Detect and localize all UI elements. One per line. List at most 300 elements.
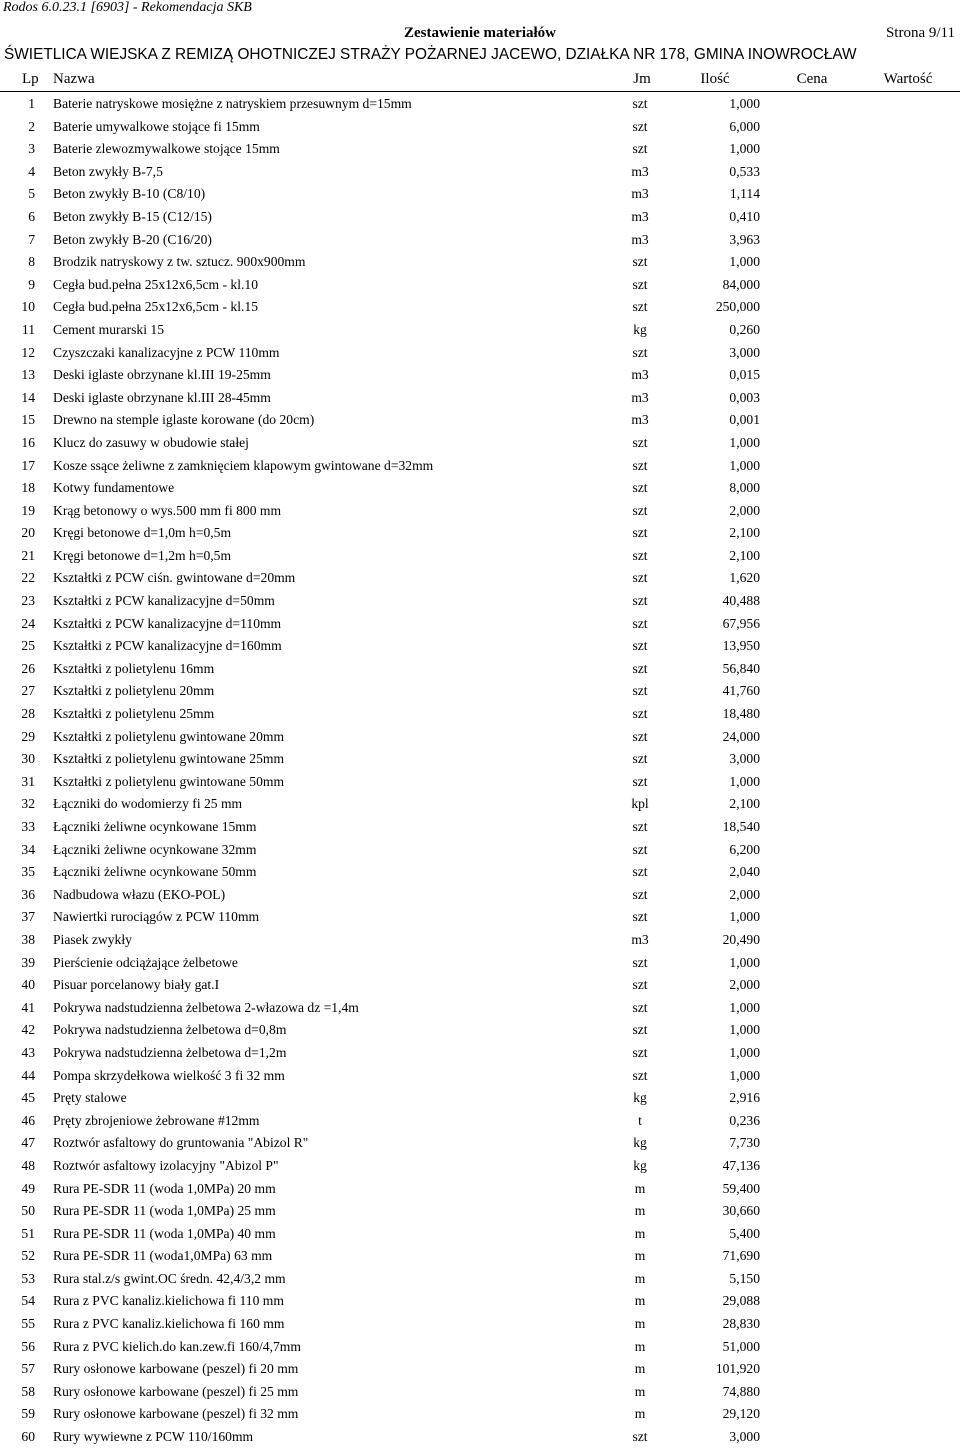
- unit-cell: m: [634, 1361, 646, 1377]
- unit-cell: m3: [631, 208, 649, 224]
- unit-cell: kg: [633, 1135, 647, 1151]
- table-row: [0, 116, 960, 139]
- table-row: [0, 929, 960, 952]
- table-row: [0, 748, 960, 771]
- material-name: Kosze ssące żeliwne z zamknięciem klapowym gwintowane d=32mm: [53, 457, 434, 473]
- unit-cell: m3: [631, 231, 649, 247]
- material-name: Brodzik natryskowy z tw. sztucz. 900x900mm: [53, 254, 306, 270]
- unit-cell: szt: [632, 977, 648, 993]
- unit-cell: szt: [632, 841, 648, 857]
- material-name: Beton zwykły B-20 (C16/20): [53, 231, 212, 247]
- unit-cell: szt: [632, 593, 648, 609]
- row-number: 21: [21, 547, 35, 563]
- table-row: [0, 1155, 960, 1178]
- material-name: Kształtki z polietylenu 25mm: [53, 706, 215, 722]
- material-name: Rury wywiewne z PCW 110/160mm: [53, 1429, 254, 1445]
- material-name: Kształtki z polietylenu 20mm: [53, 683, 215, 699]
- quantity-cell: 2,100: [729, 525, 760, 541]
- material-name: Kotwy fundamentowe: [53, 480, 175, 496]
- row-number: 46: [21, 1112, 35, 1128]
- row-number: 15: [21, 412, 35, 428]
- material-name: Łączniki żeliwne ocynkowane 50mm: [53, 864, 257, 880]
- material-name: Kształtki z polietylenu gwintowane 25mm: [53, 751, 285, 767]
- quantity-cell: 0,236: [729, 1112, 760, 1128]
- quantity-cell: 18,540: [722, 819, 760, 834]
- material-name: Pokrywa nadstudzienna żelbetowa d=0,8m: [53, 1022, 287, 1038]
- material-name: Kręgi betonowe d=1,0m h=0,5m: [53, 525, 232, 541]
- quantity-cell: 250,000: [715, 299, 760, 315]
- column-header-lp: Lp: [22, 71, 39, 87]
- table-row: [0, 1290, 960, 1313]
- quantity-cell: 8,000: [729, 480, 760, 496]
- row-number: 39: [21, 954, 35, 970]
- table-row: [0, 680, 960, 703]
- table-row: [0, 1313, 960, 1336]
- material-name: Rura z PVC kanaliz.kielichowa fi 110 mm: [53, 1293, 284, 1309]
- quantity-cell: 1,000: [729, 254, 760, 270]
- table-row: [0, 974, 960, 997]
- table-header: [0, 69, 960, 92]
- table-row: [0, 1403, 960, 1426]
- row-number: 54: [21, 1293, 35, 1309]
- row-number: 27: [21, 683, 35, 699]
- table-row: [0, 522, 960, 545]
- quantity-cell: 1,000: [729, 1022, 760, 1038]
- row-number: 18: [21, 480, 35, 496]
- table-row: [0, 229, 960, 252]
- unit-cell: m: [634, 1316, 646, 1332]
- row-number: 49: [21, 1180, 35, 1196]
- material-name: Baterie natryskowe mosiężne z natryskiem przesuwnym d=15mm: [53, 96, 412, 111]
- quantity-cell: 1,620: [729, 570, 760, 586]
- unit-cell: m: [634, 1180, 646, 1196]
- material-name: Kształtki z PCW kanalizacyjne d=50mm: [53, 593, 275, 609]
- quantity-cell: 5,400: [729, 1225, 760, 1241]
- table-row: [0, 658, 960, 681]
- row-number: 2: [28, 118, 35, 134]
- material-name: Cegła bud.pełna 25x12x6,5cm - kl.10: [53, 276, 259, 292]
- row-number: 4: [28, 163, 35, 179]
- column-header-name: Nazwa: [53, 71, 95, 87]
- table-row: [0, 477, 960, 500]
- quantity-cell: 1,000: [729, 96, 760, 111]
- row-number: 20: [21, 525, 35, 541]
- quantity-cell: 2,000: [729, 977, 760, 993]
- quantity-cell: 7,730: [729, 1135, 760, 1151]
- unit-cell: t: [638, 1112, 642, 1128]
- material-name: Beton zwykły B-7,5: [53, 163, 163, 179]
- table-row: [0, 906, 960, 929]
- table-row: [0, 1336, 960, 1359]
- table-row: [0, 884, 960, 907]
- unit-cell: szt: [632, 751, 648, 767]
- unit-cell: szt: [632, 1022, 648, 1038]
- material-name: Pisuar porcelanowy biały gat.I: [53, 977, 220, 993]
- quantity-cell: 101,920: [715, 1361, 760, 1377]
- unit-cell: szt: [632, 773, 648, 789]
- table-row: [0, 726, 960, 749]
- unit-cell: szt: [632, 434, 648, 450]
- unit-cell: szt: [632, 96, 648, 111]
- row-number: 47: [21, 1135, 35, 1151]
- row-number: 34: [21, 841, 35, 857]
- quantity-cell: 28,830: [722, 1316, 760, 1332]
- quantity-cell: 51,000: [722, 1338, 760, 1354]
- unit-cell: szt: [632, 1067, 648, 1083]
- row-number: 24: [21, 615, 35, 631]
- material-name: Kształtki z polietylenu gwintowane 20mm: [53, 728, 285, 744]
- table-row: [0, 1019, 960, 1042]
- table-row: [0, 952, 960, 975]
- table-row: [0, 93, 960, 116]
- table-row: [0, 1223, 960, 1246]
- unit-cell: m: [634, 1293, 646, 1309]
- table-row: [0, 590, 960, 613]
- quantity-cell: 84,000: [722, 276, 760, 292]
- table-row: [0, 839, 960, 862]
- unit-cell: szt: [632, 909, 648, 925]
- unit-cell: m3: [631, 412, 649, 428]
- table-row: [0, 861, 960, 884]
- row-number: 45: [21, 1090, 35, 1106]
- column-header-quantity: Ilość: [700, 71, 730, 87]
- material-name: Baterie zlewozmywalkowe stojące 15mm: [53, 141, 280, 157]
- unit-cell: m: [634, 1406, 646, 1422]
- quantity-cell: 30,660: [722, 1203, 760, 1219]
- quantity-cell: 0,003: [729, 389, 760, 405]
- material-name: Rura z PVC kielich.do kan.zew.fi 160/4,7mm: [53, 1338, 301, 1354]
- material-name: Cegła bud.pełna 25x12x6,5cm - kl.15: [53, 299, 259, 315]
- quantity-cell: 1,000: [729, 954, 760, 970]
- row-number: 48: [21, 1157, 35, 1173]
- quantity-cell: 41,760: [722, 683, 760, 699]
- row-number: 28: [21, 706, 35, 722]
- row-number: 58: [21, 1383, 35, 1399]
- unit-cell: szt: [632, 547, 648, 563]
- material-name: Kształtki z PCW kanalizacyjne d=110mm: [53, 615, 282, 631]
- unit-cell: kg: [633, 321, 647, 337]
- unit-cell: szt: [632, 638, 648, 654]
- unit-cell: szt: [632, 141, 648, 157]
- row-number: 10: [21, 299, 35, 315]
- page-indicator: Strona 9/11: [885, 25, 955, 41]
- row-number: 50: [21, 1203, 35, 1219]
- row-number: 7: [28, 231, 35, 247]
- material-name: Łączniki żeliwne ocynkowane 32mm: [53, 841, 257, 857]
- table-row: [0, 138, 960, 161]
- quantity-cell: 24,000: [722, 728, 760, 744]
- material-name: Rura stal.z/s gwint.OC średn. 42,4/3,2 mm: [53, 1270, 286, 1286]
- material-name: Rura PE-SDR 11 (woda1,0MPa) 63 mm: [53, 1248, 273, 1264]
- material-name: Nadbudowa włazu (EKO-POL): [53, 886, 226, 902]
- unit-cell: m: [634, 1270, 646, 1286]
- materials-table-body: [0, 93, 960, 1449]
- quantity-cell: 3,000: [729, 1429, 760, 1445]
- row-number: 41: [21, 999, 35, 1015]
- document-title: Zestawienie materiałów: [403, 25, 557, 41]
- table-row: [0, 793, 960, 816]
- material-name: Nawiertki rurociągów z PCW 110mm: [53, 909, 260, 925]
- quantity-cell: 2,100: [729, 796, 760, 812]
- row-number: 12: [21, 344, 35, 360]
- unit-cell: szt: [632, 480, 648, 496]
- table-row: [0, 1381, 960, 1404]
- material-name: Rura PE-SDR 11 (woda 1,0MPa) 40 mm: [53, 1225, 276, 1241]
- project-name: ŚWIETLICA WIEJSKA Z REMIZĄ OHOTNICZEJ STRAŻY POŻARNEJ JACEWO, DZIAŁKA NR 178, GMINA INOWROCŁAW: [4, 46, 857, 63]
- material-name: Czyszczaki kanalizacyjne z PCW 110mm: [53, 344, 280, 360]
- material-name: Beton zwykły B-15 (C12/15): [53, 208, 212, 224]
- unit-cell: m: [634, 1225, 646, 1241]
- row-number: 9: [28, 276, 35, 292]
- row-number: 23: [21, 593, 35, 609]
- quantity-cell: 1,000: [729, 909, 760, 925]
- quantity-cell: 0,001: [729, 412, 760, 428]
- material-name: Kręgi betonowe d=1,2m h=0,5m: [53, 547, 232, 563]
- quantity-cell: 74,880: [722, 1383, 760, 1399]
- material-name: Piasek zwykły: [53, 931, 132, 947]
- row-number: 38: [21, 931, 35, 947]
- unit-cell: szt: [632, 864, 648, 880]
- quantity-cell: 1,000: [729, 999, 760, 1015]
- row-number: 32: [21, 796, 35, 812]
- quantity-cell: 6,000: [729, 118, 760, 134]
- quantity-cell: 71,690: [722, 1248, 760, 1264]
- row-number: 42: [21, 1022, 35, 1038]
- material-name: Deski iglaste obrzynane kl.III 28-45mm: [53, 389, 271, 405]
- table-row: [0, 545, 960, 568]
- material-name: Pręty stalowe: [53, 1090, 127, 1106]
- table-row: [0, 1178, 960, 1201]
- table-row: [0, 567, 960, 590]
- row-number: 16: [21, 434, 35, 450]
- unit-cell: szt: [632, 954, 648, 970]
- quantity-cell: 0,410: [729, 208, 760, 224]
- row-number: 57: [21, 1361, 35, 1377]
- row-number: 44: [21, 1067, 35, 1083]
- row-number: 33: [21, 819, 35, 834]
- row-number: 5: [28, 186, 35, 202]
- table-row: [0, 387, 960, 410]
- table-row: [0, 771, 960, 794]
- table-row: [0, 1245, 960, 1268]
- table-row: [0, 1087, 960, 1110]
- unit-cell: szt: [632, 819, 648, 834]
- table-row: [0, 1200, 960, 1223]
- material-name: Rura z PVC kanaliz.kielichowa fi 160 mm: [53, 1316, 285, 1332]
- unit-cell: kg: [633, 1157, 647, 1173]
- row-number: 6: [28, 208, 35, 224]
- unit-cell: szt: [632, 1429, 648, 1445]
- table-row: [0, 500, 960, 523]
- row-number: 55: [21, 1316, 35, 1332]
- table-row: [0, 1358, 960, 1381]
- material-name: Klucz do zasuwy w obudowie stałej: [53, 434, 249, 450]
- quantity-cell: 20,490: [722, 931, 760, 947]
- quantity-cell: 67,956: [722, 615, 760, 631]
- column-header-unit: Jm: [633, 71, 651, 87]
- material-name: Pokrywa nadstudzienna żelbetowa d=1,2m: [53, 1044, 287, 1060]
- unit-cell: szt: [632, 254, 648, 270]
- column-header-price: Cena: [796, 71, 828, 87]
- row-number: 31: [21, 773, 35, 789]
- table-row: [0, 274, 960, 297]
- unit-cell: szt: [632, 728, 648, 744]
- material-name: Krąg betonowy o wys.500 mm fi 800 mm: [53, 502, 282, 518]
- unit-cell: szt: [632, 118, 648, 134]
- row-number: 59: [21, 1406, 35, 1422]
- material-name: Drewno na stemple iglaste korowane (do 20cm): [53, 412, 315, 428]
- quantity-cell: 3,000: [729, 344, 760, 360]
- table-row: [0, 1042, 960, 1065]
- column-header-value: Wartość: [883, 71, 933, 87]
- material-name: Rury osłonowe karbowane (peszel) fi 32 mm: [53, 1406, 299, 1422]
- quantity-cell: 2,100: [729, 547, 760, 563]
- unit-cell: szt: [632, 570, 648, 586]
- material-name: Pompa skrzydełkowa wielkość 3 fi 32 mm: [53, 1067, 285, 1083]
- material-name: Pręty zbrojeniowe żebrowane #12mm: [53, 1112, 260, 1128]
- table-row: [0, 161, 960, 184]
- material-name: Baterie umywalkowe stojące fi 15mm: [53, 118, 260, 134]
- table-row: [0, 613, 960, 636]
- material-name: Kształtki z PCW ciśn. gwintowane d=20mm: [53, 570, 296, 586]
- unit-cell: szt: [632, 276, 648, 292]
- row-number: 30: [21, 751, 35, 767]
- unit-cell: m: [634, 1383, 646, 1399]
- unit-cell: szt: [632, 299, 648, 315]
- quantity-cell: 1,000: [729, 1044, 760, 1060]
- row-number: 36: [21, 886, 35, 902]
- material-name: Deski iglaste obrzynane kl.III 19-25mm: [53, 367, 271, 383]
- row-number: 1: [28, 96, 35, 111]
- row-number: 51: [21, 1225, 35, 1241]
- unit-cell: szt: [632, 502, 648, 518]
- unit-cell: kpl: [631, 796, 649, 812]
- quantity-cell: 2,000: [729, 886, 760, 902]
- quantity-cell: 1,000: [729, 434, 760, 450]
- unit-cell: kg: [633, 1090, 647, 1106]
- material-name: Rura PE-SDR 11 (woda 1,0MPa) 20 mm: [53, 1180, 276, 1196]
- table-row: [0, 455, 960, 478]
- quantity-cell: 18,480: [722, 706, 760, 722]
- table-row: [0, 206, 960, 229]
- quantity-cell: 1,000: [729, 141, 760, 157]
- row-number: 26: [21, 660, 35, 676]
- row-number: 60: [21, 1429, 35, 1445]
- row-number: 52: [21, 1248, 35, 1264]
- material-name: Rury osłonowe karbowane (peszel) fi 20 mm: [53, 1361, 299, 1377]
- unit-cell: m3: [631, 186, 649, 202]
- row-number: 19: [21, 502, 35, 518]
- row-number: 29: [21, 728, 35, 744]
- quantity-cell: 47,136: [722, 1157, 760, 1173]
- row-number: 14: [21, 389, 35, 405]
- quantity-cell: 59,400: [722, 1180, 760, 1196]
- row-number: 11: [21, 321, 35, 337]
- unit-cell: szt: [632, 660, 648, 676]
- unit-cell: m3: [631, 931, 649, 947]
- quantity-cell: 0,015: [729, 367, 760, 383]
- row-number: 40: [21, 977, 35, 993]
- unit-cell: m3: [631, 389, 649, 405]
- material-name: Pierścienie odciążające żelbetowe: [53, 954, 238, 970]
- material-name: Kształtki z polietylenu 16mm: [53, 660, 215, 676]
- quantity-cell: 5,150: [729, 1270, 760, 1286]
- unit-cell: szt: [632, 999, 648, 1015]
- quantity-cell: 6,200: [729, 841, 760, 857]
- table-row: [0, 1110, 960, 1133]
- quantity-cell: 13,950: [722, 638, 760, 654]
- material-name: Łączniki żeliwne ocynkowane 15mm: [53, 819, 257, 834]
- row-number: 22: [21, 570, 35, 586]
- quantity-cell: 0,533: [729, 163, 760, 179]
- table-row: [0, 364, 960, 387]
- unit-cell: szt: [632, 525, 648, 541]
- quantity-cell: 40,488: [722, 593, 760, 609]
- row-number: 25: [21, 638, 35, 654]
- quantity-cell: 1,000: [729, 457, 760, 473]
- quantity-cell: 2,000: [729, 502, 760, 518]
- row-number: 35: [21, 864, 35, 880]
- app-title: Rodos 6.0.23.1 [6903] - Rekomendacja SKB: [3, 0, 252, 15]
- material-name: Rury osłonowe karbowane (peszel) fi 25 mm: [53, 1383, 299, 1399]
- row-number: 3: [28, 141, 35, 157]
- table-row: [0, 432, 960, 455]
- quantity-cell: 1,000: [729, 773, 760, 789]
- table-row: [0, 1426, 960, 1449]
- quantity-cell: 29,120: [722, 1406, 760, 1422]
- table-row: [0, 251, 960, 274]
- unit-cell: m: [634, 1248, 646, 1264]
- row-number: 17: [21, 457, 35, 473]
- quantity-cell: 1,000: [729, 1067, 760, 1083]
- table-row: [0, 1268, 960, 1291]
- unit-cell: m3: [631, 367, 649, 383]
- quantity-cell: 3,000: [729, 751, 760, 767]
- quantity-cell: 29,088: [722, 1293, 760, 1309]
- row-number: 13: [21, 367, 35, 383]
- quantity-cell: 2,040: [729, 864, 760, 880]
- row-number: 56: [21, 1338, 35, 1354]
- material-name: Kształtki z polietylenu gwintowane 50mm: [53, 773, 285, 789]
- quantity-cell: 56,840: [722, 660, 760, 676]
- unit-cell: szt: [632, 615, 648, 631]
- table-row: [0, 1132, 960, 1155]
- table-row: [0, 342, 960, 365]
- table-row: [0, 997, 960, 1020]
- quantity-cell: 2,916: [729, 1090, 760, 1106]
- row-number: 53: [21, 1270, 35, 1286]
- unit-cell: szt: [632, 1044, 648, 1060]
- quantity-cell: 1,114: [729, 186, 760, 202]
- material-name: Pokrywa nadstudzienna żelbetowa 2-włazowa dz =1,4m: [53, 999, 359, 1015]
- material-name: Cement murarski 15: [53, 321, 164, 337]
- quantity-cell: 0,260: [729, 321, 760, 337]
- row-number: 8: [28, 254, 35, 270]
- table-row: [0, 409, 960, 432]
- unit-cell: szt: [632, 457, 648, 473]
- table-row: [0, 1065, 960, 1088]
- unit-cell: szt: [632, 344, 648, 360]
- table-row: [0, 816, 960, 839]
- table-row: [0, 319, 960, 342]
- unit-cell: m: [634, 1203, 646, 1219]
- unit-cell: szt: [632, 706, 648, 722]
- material-name: Kształtki z PCW kanalizacyjne d=160mm: [53, 638, 282, 654]
- table-row: [0, 296, 960, 319]
- material-name: Łączniki do wodomierzy fi 25 mm: [53, 796, 243, 812]
- unit-cell: m: [634, 1338, 646, 1354]
- unit-cell: m3: [631, 163, 649, 179]
